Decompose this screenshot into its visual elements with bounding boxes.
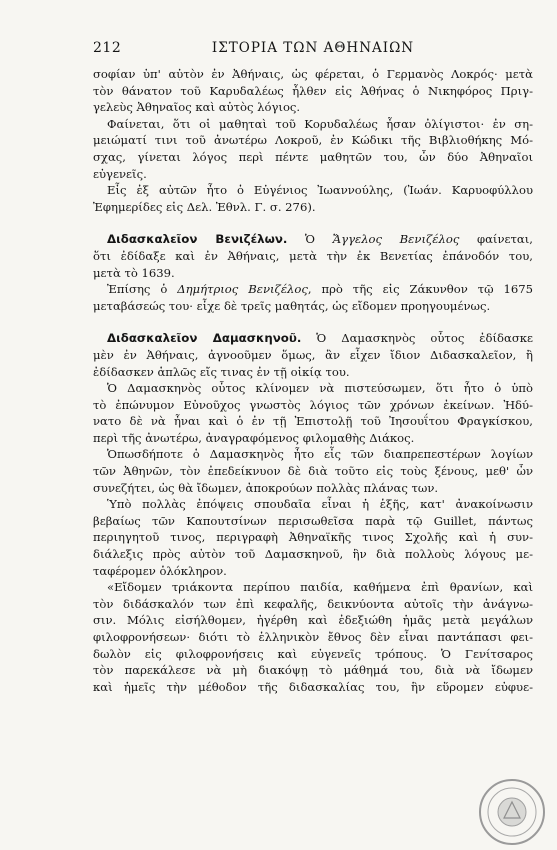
text-line: τῶν Ἀθηνῶν, τὸν ἐπεδείκνυον δὲ διὰ τοῦτο εἰς τοὺς ξένους, μεθ' ὧν (93, 464, 533, 479)
text-fragment: , πρὸ τῆς εἰς Ζάκυνθον τῷ 1675 (307, 282, 533, 297)
text-line: τὸν παρεκάλεσε νὰ μὴ διακόψῃ τὸ μάθημά του, διὰ νὰ ἴδωμεν (93, 663, 533, 678)
page-header (93, 40, 533, 66)
text-line: ταφέρομεν ὁλόκληρον. (93, 563, 227, 578)
text-line: νατο δὲ νὰ ἦναι καὶ ὁ ἐν τῇ Ἐπιστολῇ τοῦ Ἰησουΐτου Φραγκίσκου, (93, 414, 533, 429)
text-line: τὸν θάνατον τοῦ Καρυδαλέως ἦλθεν εἰς Ἀθήνας ὁ Νικηφόρος Πριγ- (93, 83, 533, 98)
paragraph-3 (93, 182, 533, 215)
text-line: μεταβάσεώς του· εἶχε δὲ τρεῖς μαθητάς, ὡς εἴδομεν προηγουμένως. (93, 298, 491, 313)
section-heading-damaskinou: Διδασκαλεῖον Δαμασκηνοῦ. (107, 331, 302, 346)
latin-name: Guillet (433, 513, 474, 528)
text-line: μὲν ἐν Ἀθήναις, ἀγνοοῦμεν ὅμως, ἂν εἶχεν ἴδιον Διδασκαλεῖον, ἢ (93, 347, 533, 362)
page-number: 212 (93, 40, 122, 56)
text-line: καὶ ἡμεῖς τὴν μέθοδον τῆς διδασκαλίας του, ἣν εὕρομεν εὐφυε- (93, 679, 533, 694)
text-line: Ὑπὸ πολλὰς ἐπόψεις σπουδαῖα εἶναι ἡ ἑξῆς, κατ' ἀνακοίνωσιν (107, 497, 533, 512)
text-line (93, 281, 533, 298)
text-line: τὸν διδάσκαλόν των ἐπὶ κεφαλῆς, δεικνύοντα αὐτοῖς τὴν ἀνάγνω- (93, 596, 533, 611)
text-line: εὐγενεῖς. (93, 166, 147, 181)
paragraph-damaskinos-identity (93, 380, 533, 446)
text-line: μειώματί τινι τοῦ ἀνωτέρω Λοκροῦ, ἐν Κώδικι τῆς Βιβλιοθήκης Μό- (93, 133, 533, 148)
paragraph-quote (93, 579, 533, 695)
text-fragment: βεβαίως τῶν Καπουτσίνων περισωθεῖσα παρὰ τῷ (93, 513, 434, 528)
section-heading-venizelon: Διδασκαλεῖον Βενιζέλων. (107, 232, 288, 247)
paragraph-damaskinos-scholar (93, 446, 533, 496)
section-gap (93, 215, 533, 231)
text-fragment: , πάντως (473, 513, 533, 528)
text-line (93, 513, 533, 530)
text-line: Ὁπωσδήποτε ὁ Δαμασκηνὸς ἦτο εἷς τῶν διαπρεπεστέρων λογίων (107, 447, 533, 462)
text-line: ἐδίδασκεν ἁπλῶς εἴς τινας ἐν τῇ οἰκίᾳ του. (93, 364, 350, 379)
text-fragment: Ἐπίσης ὁ (107, 282, 178, 297)
text-line: Φαίνεται, ὅτι οἱ μαθηταὶ τοῦ Κορυδαλέως ἦσαν ὀλίγιστοι· ἐν ση- (107, 116, 533, 131)
paragraph-1 (93, 66, 533, 116)
text-line: γελεὺς Ἀθηναῖος καὶ αὐτὸς λόγιος. (93, 100, 301, 115)
running-title: ΙΣΤΟΡΙΑ ΤΩΝ ΑΘΗΝΑΙΩΝ (211, 40, 415, 56)
text-line: μετὰ τὸ 1639. (93, 265, 175, 280)
body-text (93, 66, 533, 695)
paragraph-guillet (93, 496, 533, 579)
text-line: Ὁ Δαμασκηνὸς οὗτος κλίνομεν νὰ πιστεύσωμεν, ὅτι ἦτο ὁ ὑπὸ (107, 381, 533, 396)
text-line: σιν. Μόλις εἰσήλθομεν, ἠγέρθη καὶ ἐδεξιώθη ἡμᾶς μετὰ μεγάλων (93, 613, 533, 628)
section-venizelon (93, 231, 533, 281)
text-fragment: Ὁ (287, 232, 333, 247)
text-line: συνεζήτει, ὡς θὰ ἴδωμεν, ἀποκρούων πολλὰς πλάνας των. (93, 480, 439, 495)
italic-name: Δημήτριος Βενιζέλος (177, 282, 308, 297)
text-line: ὅτι ἐδίδαξε καὶ ἐν Ἀθήναις, μετὰ τὴν ἐκ Βενετίας ἐπάνοδόν του, (93, 248, 533, 263)
text-line (93, 330, 533, 347)
paragraph-venizelos-dimitrios (93, 281, 533, 314)
text-line (93, 231, 533, 248)
text-line: περιηγητοῦ τινος, περιγραφὴ Ἀθηναϊκῆς τινος Σχολῆς καὶ ἡ συν- (93, 530, 533, 545)
text-line: Εἷς ἐξ αὐτῶν ἦτο ὁ Εὐγένιος Ἰωαννούλης, (Ἰωάν. Καρυοφύλλου (107, 183, 533, 198)
text-line: διάλεξις πρὸς αὐτὸν τοῦ Δαμασκηνοῦ, ἣν διὰ πολλοὺς λόγους με- (93, 547, 533, 562)
italic-name: Ἄγγελος Βενιζέλος (332, 232, 460, 247)
text-line: Ἐφημερίδες εἰς Δελ. Ἐθνλ. Γ. σ. 276). (93, 199, 316, 214)
paragraph-2 (93, 116, 533, 182)
text-line: τὸ ἐπώνυμον Εὐνοῦχος γνωστὸς λόγιος τῶν χρόνων ἐκείνων. Ἠδύ- (93, 397, 533, 412)
text-line: φιλοφρονήσεων· διότι τὸ ἑλληνικὸν ἔθνος δὲν εἶναι παντάπασι φει- (93, 630, 533, 644)
text-line: σχας, γίνεται λόγος περὶ πέντε μαθητῶν του, ὧν δύο Ἀθηναῖοι (93, 149, 533, 164)
section-damaskinou (93, 330, 533, 380)
text-fragment: φαίνεται, (459, 232, 533, 247)
text-line: δωλὸν εἰς φιλοφρονήσεις καὶ εὐγενεῖς τρόπους. Ὁ Γενίτσαρος (93, 646, 533, 661)
text-line: περὶ τῆς ἀνωτέρω, ἀναγραφόμενος φιλομαθὴς Διάκος. (93, 430, 415, 445)
library-seal-stamp (478, 778, 546, 846)
text-line: σοφίαν ὑπ' αὐτὸν ἐν Ἀθήναις, ὡς φέρεται, ὁ Γερμανὸς Λοκρός· μετὰ (93, 67, 533, 81)
text-line: «Εἴδομεν τριάκοντα περίπου παιδία, καθήμενα ἐπὶ θρανίων, καὶ (107, 580, 533, 595)
section-gap (93, 314, 533, 330)
text-fragment: Ὁ Δαμασκηνὸς οὗτος ἐδίδασκε (301, 331, 533, 346)
